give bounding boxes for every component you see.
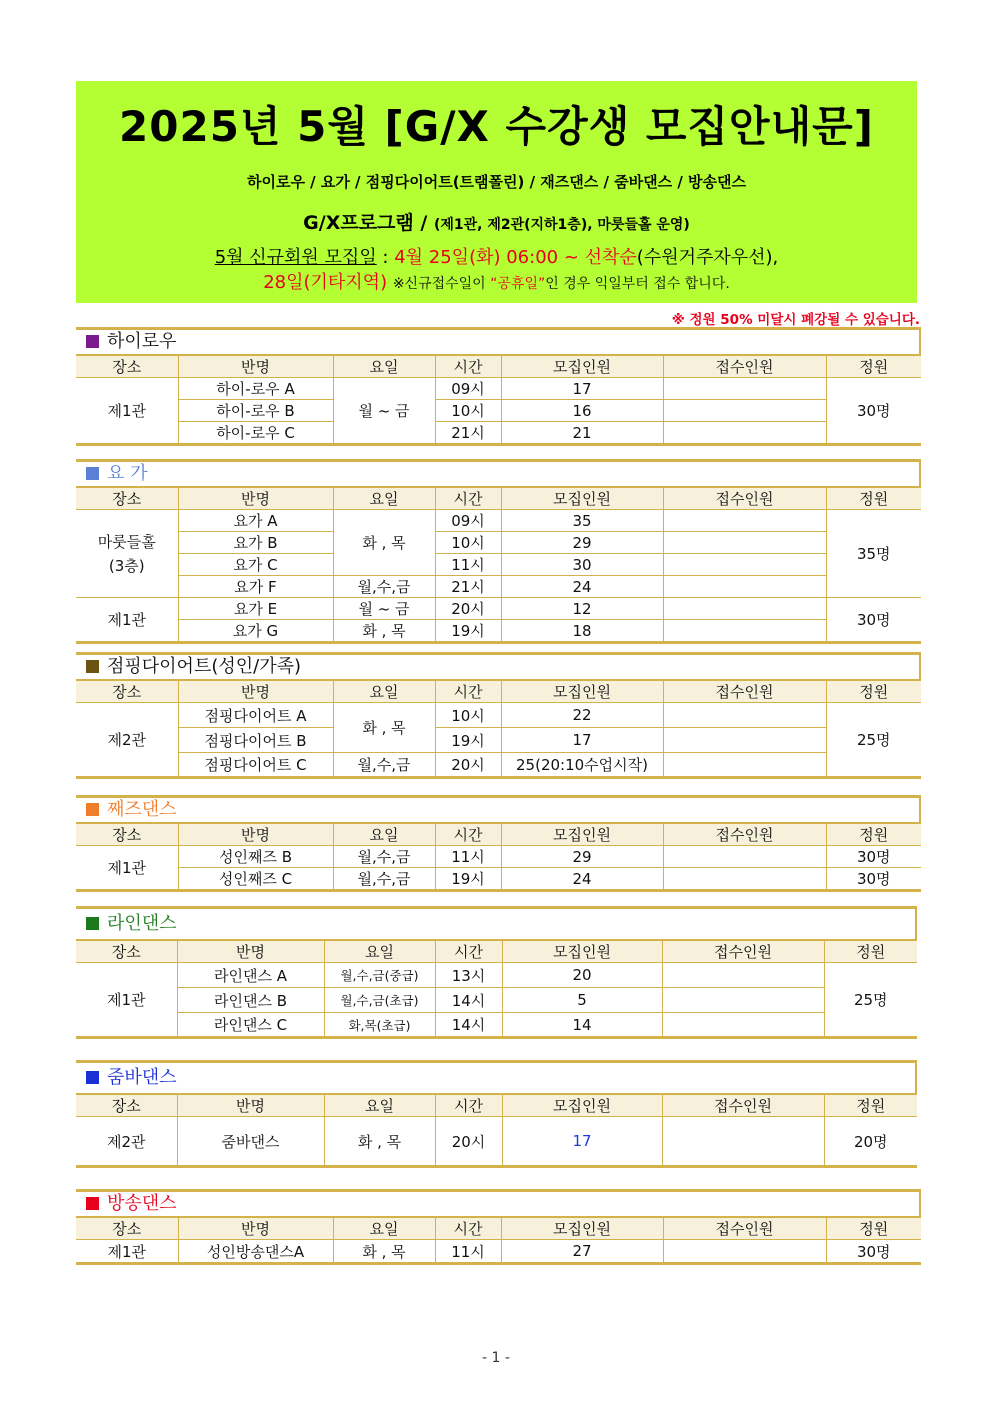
cell-place: 제1관 [76,846,178,891]
section-title-text: 줌바댄스 [107,1067,177,1088]
cell-class: 라인댄스 B [177,988,324,1013]
cell-capacity: 35명 [826,510,921,598]
section-title-text: 방송댄스 [107,1193,177,1214]
cell-class: 하이-로우 B [178,400,333,422]
cell-capacity: 25명 [826,703,921,778]
cell-recruit: 17 [501,378,663,400]
header-days: 요일 [333,823,435,846]
cell-place [76,510,178,598]
table-row [76,1240,921,1264]
table-row [76,988,917,1013]
header-recruit: 모집인원 [501,355,663,378]
cell-place: 제1관 [76,378,178,445]
cell-class: 요가 B [178,532,333,554]
section-title-text: 점핑다이어트(성인/가족) [107,656,301,677]
cell-recruit: 30 [501,554,663,576]
cell-class: 점핑다이어트 A [178,703,333,728]
table-header-row [76,355,921,378]
cell-applied [662,1013,824,1038]
header-place: 장소 [76,940,177,963]
table-row [76,1013,917,1038]
cell-time: 13시 [435,963,502,988]
section-line-dance [76,906,917,1039]
cell-time: 11시 [435,846,501,868]
header-days: 요일 [324,940,435,963]
table-row [76,378,921,400]
cell-recruit: 5 [502,988,662,1013]
cell-applied [663,510,826,532]
table-row [76,400,921,422]
cell-place: 제1관 [76,963,177,1038]
header-recruit: 모집인원 [502,940,662,963]
table-row [76,554,921,576]
schedule-table [76,1216,921,1265]
schedule-table [76,822,921,892]
cell-class: 점핑다이어트 C [178,753,333,778]
cell-recruit: 22 [501,703,663,728]
cell-place: 제2관 [76,703,178,778]
cell-capacity: 30명 [826,868,921,891]
cell-time: 14시 [435,1013,502,1038]
cell-class: 요가 A [178,510,333,532]
header-place: 장소 [76,355,178,378]
cell-time: 20시 [435,598,501,620]
header-place: 장소 [76,487,178,510]
cell-days: 월,수,금(초급) [324,988,435,1013]
header-days: 요일 [324,1094,435,1117]
section-title [76,1189,921,1216]
cell-days: 월,수,금 [333,868,435,891]
header-recruit: 모집인원 [501,487,663,510]
schedule-table [76,679,921,779]
cell-recruit: 24 [501,576,663,598]
header-class: 반명 [178,680,333,703]
table-row [76,1117,917,1167]
blue-square-icon [86,1071,99,1084]
header-banner [76,81,917,303]
cell-applied [663,1240,826,1264]
header-capacity: 정원 [826,1217,921,1240]
cell-recruit: 24 [501,868,663,891]
section-title [76,906,917,939]
table-row [76,753,921,778]
cell-recruit: 27 [501,1240,663,1264]
cell-recruit: 14 [502,1013,662,1038]
cell-recruit: 25(20:10수업시작) [501,753,663,778]
schedule-table [76,354,921,446]
section-title [76,1060,917,1093]
header-capacity: 정원 [826,355,921,378]
section-title [76,652,921,679]
table-row [76,598,921,620]
cell-days: 화 , 목 [333,510,435,576]
schedule-table [76,1093,917,1168]
table-row [76,728,921,753]
table-row [76,532,921,554]
table-row [76,620,921,643]
cell-time: 09시 [435,510,501,532]
cell-recruit: 16 [501,400,663,422]
cell-applied [663,576,826,598]
cell-class: 라인댄스 A [177,963,324,988]
cell-applied [663,532,826,554]
cell-applied [662,1117,824,1167]
purple-square-icon [86,335,99,348]
header-capacity: 정원 [826,823,921,846]
header-applied: 접수인원 [663,680,826,703]
header-time: 시간 [435,940,502,963]
cell-time: 14시 [435,988,502,1013]
cell-class: 성인째즈 B [178,846,333,868]
place-line: (3층) [108,556,145,575]
section-jumping [76,652,921,779]
header-applied: 접수인원 [663,1217,826,1240]
table-header-row [76,823,921,846]
header-applied: 접수인원 [663,355,826,378]
header-time: 시간 [435,355,501,378]
cell-capacity: 25명 [824,963,917,1038]
cell-recruit: 21 [501,422,663,445]
header-days: 요일 [333,355,435,378]
holiday-note-prefix: ※신규접수일이 [392,276,491,292]
cell-days: 월,수,금 [333,576,435,598]
section-yoga [76,459,921,644]
cell-days: 월 ~ 금 [333,598,435,620]
cell-capacity: 30명 [826,846,921,868]
table-header-row [76,680,921,703]
recruit-colon: : [376,247,395,268]
table-row [76,703,921,728]
cell-class: 요가 C [178,554,333,576]
header-capacity: 정원 [824,1094,917,1117]
page-title: 2025년 5월 [G/X 수강생 모집안내문] [119,102,874,151]
program-list: 하이로우 / 요가 / 점핑다이어트(트램폴린) / 재즈댄스 / 줌바댄스 / 방송댄스 [246,173,747,191]
cell-time: 19시 [435,620,501,643]
cell-place: 제2관 [76,1117,177,1167]
header-capacity: 정원 [826,487,921,510]
header-class: 반명 [178,487,333,510]
recruit-date-1: 4월 25일(화) 06:00 ~ 선착순 [394,247,637,268]
cell-applied [663,378,826,400]
cell-class: 하이-로우 A [178,378,333,400]
section-title [76,795,921,822]
cell-applied [662,988,824,1013]
closure-warning: ※ 정원 50% 미달시 폐강될 수 있습니다. [671,312,920,328]
header-applied: 접수인원 [663,487,826,510]
header-recruit: 모집인원 [501,680,663,703]
cell-time: 10시 [435,703,501,728]
cell-recruit: 29 [501,846,663,868]
cell-days: 화 , 목 [333,1240,435,1264]
section-broadcast-dance [76,1189,921,1265]
cell-applied [663,753,826,778]
cell-capacity: 20명 [824,1117,917,1167]
green-square-icon [86,917,99,930]
header-capacity: 정원 [826,680,921,703]
table-row [76,963,917,988]
section-title-text: 하이로우 [107,331,177,352]
cell-class: 줌바댄스 [177,1117,324,1167]
cell-class: 요가 F [178,576,333,598]
header-days: 요일 [333,487,435,510]
cell-time: 20시 [435,1117,502,1167]
header-recruit: 모집인원 [501,823,663,846]
cell-days: 화 , 목 [333,703,435,753]
section-hilo [76,327,921,446]
header-time: 시간 [435,1217,501,1240]
cell-time: 10시 [435,532,501,554]
cell-days: 월,수,금(중급) [324,963,435,988]
cell-capacity: 30명 [826,378,921,445]
cell-applied [663,620,826,643]
holiday-note [393,276,730,292]
header-applied: 접수인원 [663,823,826,846]
cell-capacity: 30명 [826,1240,921,1264]
cell-applied [663,400,826,422]
cell-applied [663,598,826,620]
section-zumba [76,1060,917,1168]
header-class: 반명 [177,940,324,963]
header-applied: 접수인원 [662,940,824,963]
cell-class: 하이-로우 C [178,422,333,445]
table-row [76,846,921,868]
cell-recruit: 17 [502,1117,662,1167]
section-title [76,459,921,486]
header-place: 장소 [76,1094,177,1117]
header-time: 시간 [435,1094,502,1117]
cell-recruit: 18 [501,620,663,643]
header-class: 반명 [178,1217,333,1240]
recruit-info [76,245,917,297]
table-header-row [76,1217,921,1240]
table-row [76,868,921,891]
header-recruit: 모집인원 [501,1217,663,1240]
holiday-note-quote: “공휴일” [490,276,546,292]
cell-recruit: 17 [501,728,663,753]
cell-class: 성인째즈 C [178,868,333,891]
gx-label: G/X프로그램 / [303,212,428,234]
cell-class: 요가 G [178,620,333,643]
table-header-row [76,487,921,510]
cell-time: 20시 [435,753,501,778]
section-jazz [76,795,921,892]
schedule-table [76,939,917,1039]
gx-program-line [76,208,917,235]
header-time: 시간 [435,487,501,510]
orange-square-icon [86,803,99,816]
blue-square-icon [86,467,99,480]
cell-recruit: 20 [502,963,662,988]
section-title [76,327,921,354]
cell-applied [663,422,826,445]
header-days: 요일 [333,1217,435,1240]
recruit-priority: (수원거주자우선), [636,247,779,268]
cell-days: 월,수,금 [333,753,435,778]
cell-applied [663,728,826,753]
table-row [76,510,921,532]
header-class: 반명 [178,823,333,846]
cell-days: 화,목(초급) [324,1013,435,1038]
recruit-label: 5월 신규회원 모집일 [214,247,377,268]
header-class: 반명 [178,355,333,378]
header-class: 반명 [177,1094,324,1117]
cell-applied [663,868,826,891]
header-recruit: 모집인원 [502,1094,662,1117]
recruit-date-2: 28일(기타지역) [263,272,388,293]
cell-time: 21시 [435,576,501,598]
header-place: 장소 [76,823,178,846]
cell-class: 점핑다이어트 B [178,728,333,753]
schedule-table [76,486,921,644]
holiday-note-suffix: 인 경우 익일부터 접수 합니다. [545,276,730,292]
cell-recruit: 12 [501,598,663,620]
cell-days: 화 , 목 [333,620,435,643]
cell-applied [662,963,824,988]
cell-time: 09시 [435,378,501,400]
section-title-text: 째즈댄스 [107,799,177,820]
cell-recruit: 29 [501,532,663,554]
header-days: 요일 [333,680,435,703]
place-line: 마룻들홀 [97,532,156,551]
cell-days: 월 ~ 금 [333,378,435,445]
red-square-icon [86,1197,99,1210]
cell-class: 요가 E [178,598,333,620]
cell-time: 11시 [435,1240,501,1264]
header-applied: 접수인원 [662,1094,824,1117]
table-row [76,422,921,445]
cell-recruit: 35 [501,510,663,532]
cell-applied [663,703,826,728]
header-time: 시간 [435,823,501,846]
header-place: 장소 [76,680,178,703]
cell-class: 라인댄스 C [177,1013,324,1038]
cell-applied [663,846,826,868]
header-time: 시간 [435,680,501,703]
table-header-row [76,1094,917,1117]
cell-time: 21시 [435,422,501,445]
header-capacity: 정원 [824,940,917,963]
section-title-text: 라인댄스 [107,913,177,934]
cell-capacity: 30명 [826,598,921,643]
cell-time: 10시 [435,400,501,422]
cell-applied [663,554,826,576]
gx-note: (제1관, 제2관(지하1층), 마룻들홀 운영) [433,217,690,233]
table-header-row [76,940,917,963]
cell-days: 월,수,금 [333,846,435,868]
cell-days: 화 , 목 [324,1117,435,1167]
header-place: 장소 [76,1217,178,1240]
cell-time: 19시 [435,728,501,753]
cell-place: 제1관 [76,598,178,643]
cell-time: 11시 [435,554,501,576]
table-row [76,576,921,598]
section-title-text: 요 가 [107,463,148,484]
cell-class: 성인방송댄스A [178,1240,333,1264]
brown-square-icon [86,660,99,673]
cell-place: 제1관 [76,1240,178,1264]
cell-time: 19시 [435,868,501,891]
page-number: - 1 - [482,1350,510,1366]
